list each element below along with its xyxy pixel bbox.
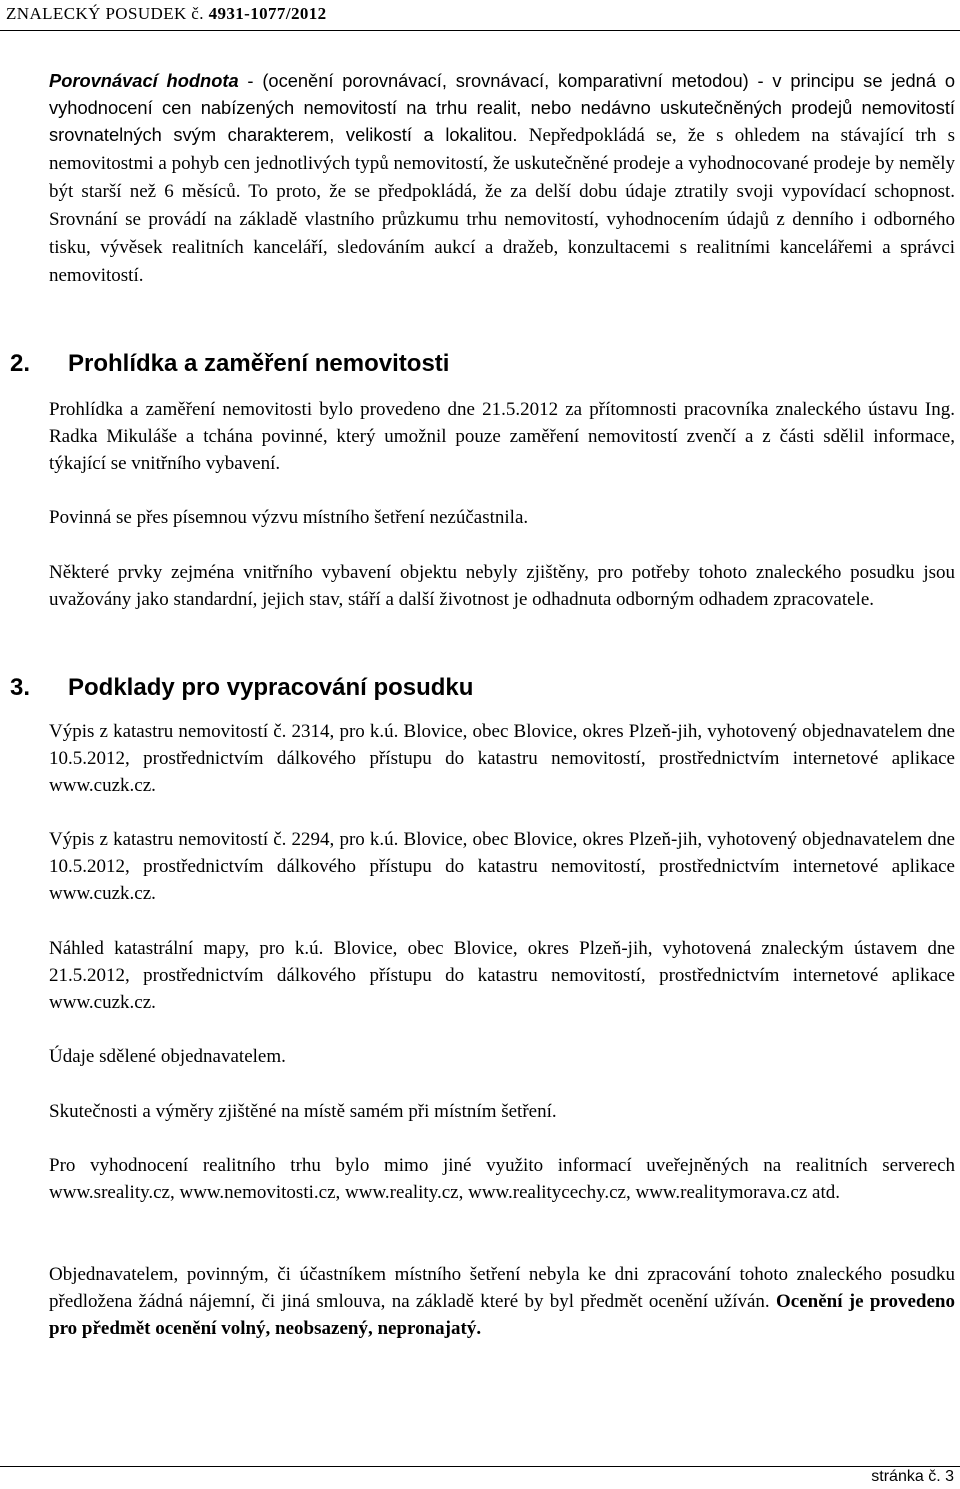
header-document-number: 4931-1077/2012 [208,4,327,23]
section-3-final-paragraph [49,1261,955,1342]
section-2-paragraph: Některé prvky zejména vnitřního vybavení objektu nebyly zjištěny, pro potřeby tohoto znaleckého posudku jsou uvažovány jako standardní, jejich stav, stáří a další životnost je odhadnuta odborným odhadem zpracovatele. [49,562,955,610]
intro-paragraph-block [49,67,955,289]
section-2-number: 2. [10,350,31,377]
page-footer [871,1468,954,1486]
section-3-paragraph: Pro vyhodnocení realitního trhu bylo mimo jiné využito informací uveřejněných na realitních serverech www.sreality.cz, www.nemovitosti.cz, www.reality.cz, www.realitycechy.cz, www.realitymorava.cz atd. [49,1155,955,1203]
section-2-paragraph: Povinná se přes písemnou výzvu místního šetření nezúčastnila. [49,507,529,528]
intro-rest: Nepředpokládá se, že s ohledem na stávající trh s nemovitostmi a pohyb cen jednotlivých typů nemovitostí, že uskutečněné prodeje a vyhodnocované prodeje by neměly být starší než 6 měsíců. To proto, že se předpokládá, že za delší dobu údaje ztratily svoji vypovídací schopnost. Srovnání se provádí na základě vlastního průzkumu trhu nemovitostí, vyhodnocením údajů z denního i odborného tisku, vývěsek realitních kanceláří, sledováním aukcí a dražeb, konzultacemi s realitními kancelářemi a správci nemovitostí. [49,125,955,286]
final-paragraph-text: Objednavatelem, povinným, či účastníkem místního šetření nebyla ke dni zpracování tohoto znaleckého posudku předložena žádná nájemní, či jiná smlouva, na základě které by byl předmět ocenění užíván. [49,1264,955,1312]
section-3-paragraph: Výpis z katastru nemovitostí č. 2294, pro k.ú. Blovice, obec Blovice, okres Plzeň-jih, vyhotovený objednavatelem dne 10.5.2012, prostřednictvím dálkového přístupu do katastru nemovitostí, prostřednictvím internetové aplikace www.cuzk.cz. [49,829,955,904]
footer-divider [0,1466,960,1467]
page-label: stránka č. [871,1468,941,1485]
section-3-paragraph: Skutečnosti a výměry zjištěné na místě samém při místním šetření. [49,1101,557,1122]
section-3-p4-block [49,1043,955,1070]
section-2-p2-block [49,504,955,531]
header-text [6,4,327,24]
page-number: 3 [945,1468,954,1485]
section-3-title: Podklady pro vypracování posudku [68,674,474,701]
section-3-paragraph: Údaje sdělené objednavatelem. [49,1046,286,1067]
page-header [0,0,960,31]
intro-paragraph [49,67,955,289]
section-2-p1-block [49,396,955,477]
section-2-title: Prohlídka a zaměření nemovitosti [68,350,450,377]
section-3-p5-block [49,1098,955,1125]
section-3-p3-block [49,935,955,1016]
section-3-paragraph: Výpis z katastru nemovitostí č. 2314, pro k.ú. Blovice, obec Blovice, okres Plzeň-jih, vyhotovený objednavatelem dne 10.5.2012, prostřednictvím dálkového přístupu do katastru nemovitostí, prostřednictvím internetové aplikace www.cuzk.cz. [49,721,955,796]
section-2-paragraph: Prohlídka a zaměření nemovitosti bylo provedeno dne 21.5.2012 za přítomnosti pracovníka znaleckého ústavu Ing. Radka Mikuláše a tchána povinné, který umožnil pouze zaměření nemovitostí zvenčí a z části sdělil informace, týkající se vnitřního vybavení. [49,399,955,474]
section-3-p2-block [49,826,955,907]
section-2-p3-block [49,559,955,613]
section-3-p1-block [49,718,955,799]
final-paragraph-bold-statement: Ocenění je provedeno pro předmět ocenění volný, neobsazený, nepronajatý. [49,1291,955,1339]
intro-term: Porovnávací hodnota [49,70,239,91]
section-3-p7-block [49,1261,955,1342]
header-title: ZNALECKÝ POSUDEK č. [6,4,204,23]
section-3-number: 3. [10,674,31,701]
section-3-heading [10,674,473,702]
intro-definition: - (ocenění porovnávací, srovnávací, komparativní metodou) - v principu se jedná o vyhodnocení cen nabízených nemovitostí na trhu realit, nebo nedávno uskutečněných prodejů nemovitostí srovnatelných svým charakterem, velikostí a lokalitou. [49,70,955,145]
section-3-paragraph: Náhled katastrální mapy, pro k.ú. Blovice, obec Blovice, okres Plzeň-jih, vyhotovená znaleckým ústavem dne 21.5.2012, prostřednictvím dálkového přístupu do katastru nemovitostí, prostřednictvím internetové aplikace www.cuzk.cz. [49,938,955,1013]
section-2-heading [10,350,449,378]
section-3-p6-block [49,1152,955,1206]
